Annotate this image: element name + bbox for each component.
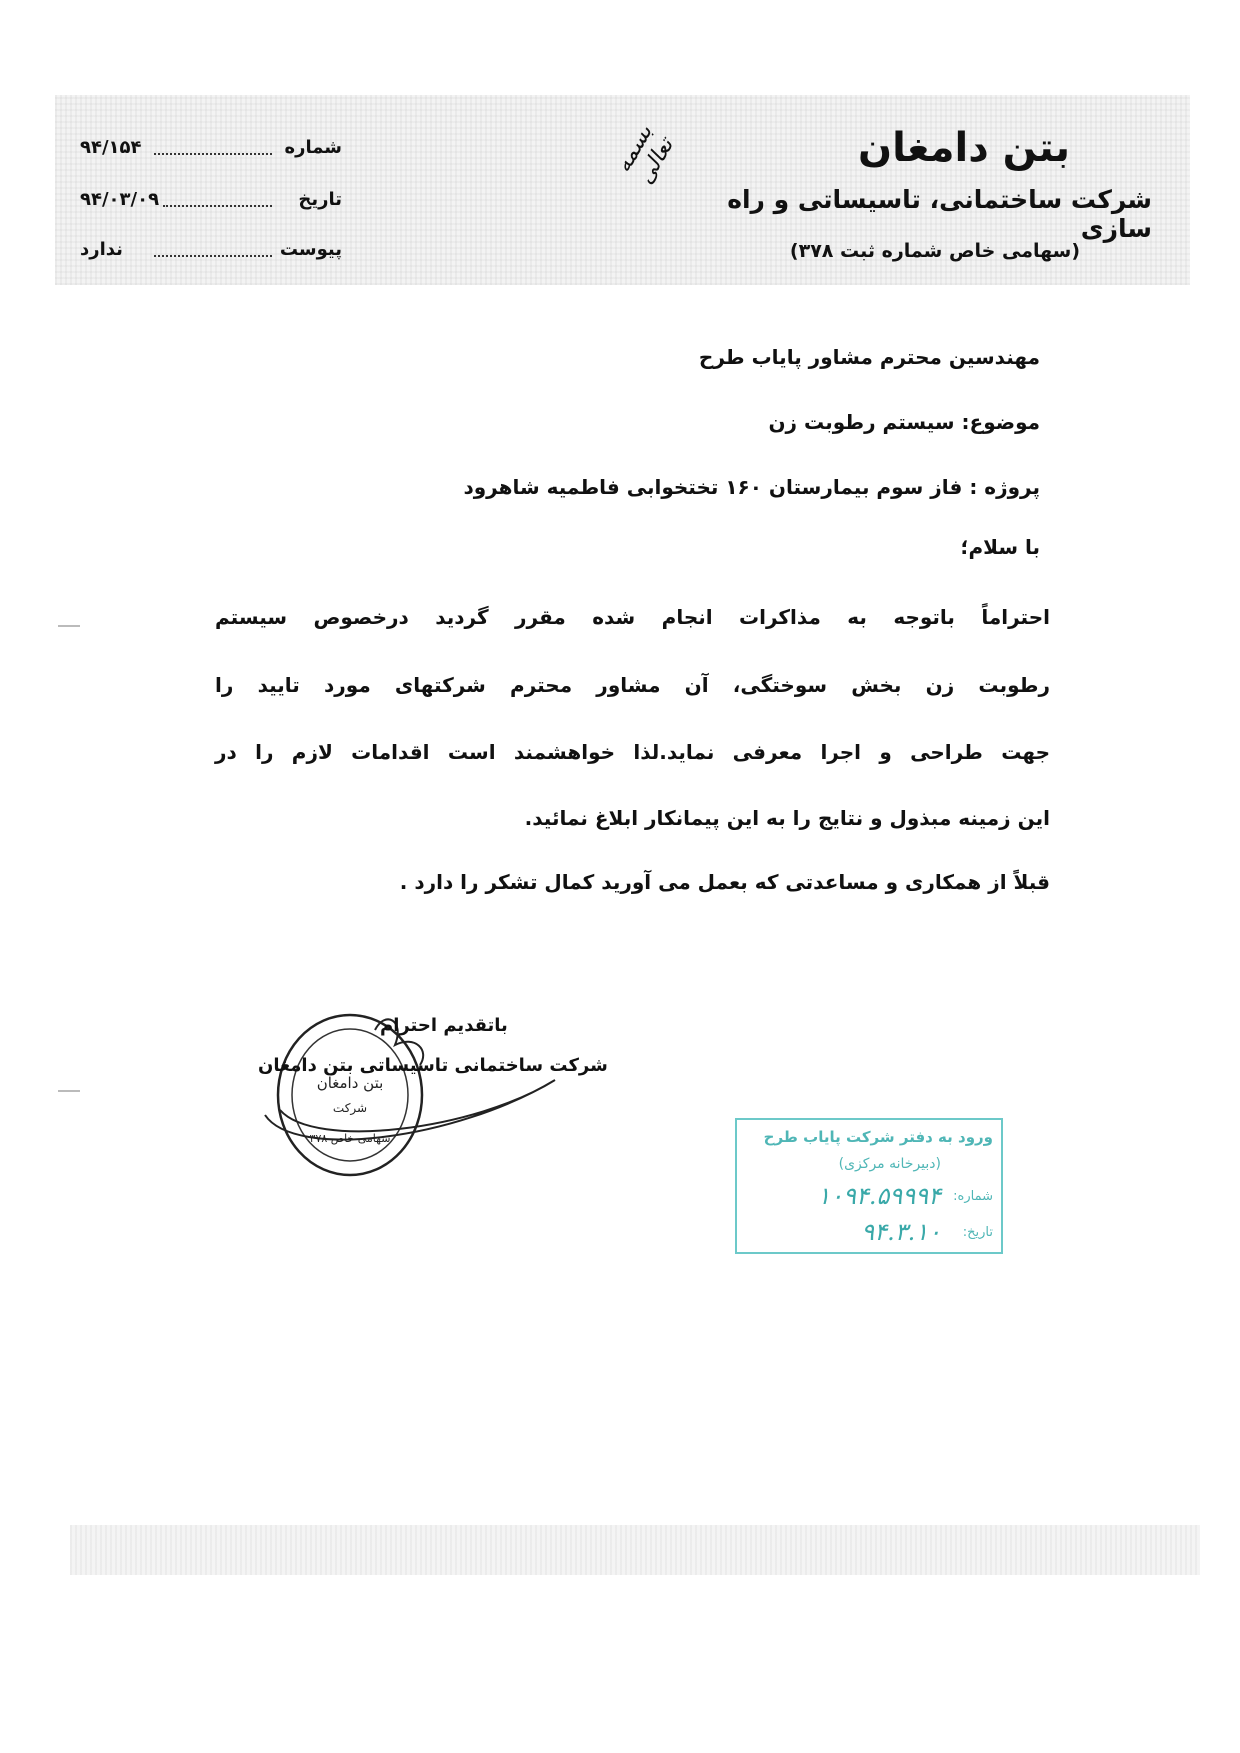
meta-attachment-row bbox=[80, 234, 342, 264]
signature-company: شرکت ساختمانی تاسیساتی بتن دامغان bbox=[258, 1055, 608, 1076]
body-line: احتراماً باتوجه به مذاکرات انجام شده مقرر گردید درخصوص سیستم bbox=[215, 605, 1050, 629]
body-line: جهت طراحی و اجرا معرفی نماید.لذا خواهشمند است اقدامات لازم را در bbox=[215, 740, 1050, 764]
registration-number: (سهامی خاص شماره ثبت ۳۷۸) bbox=[789, 240, 1080, 262]
seal-text-bottom: سهامی خاص ۳۷۸ bbox=[309, 1132, 391, 1145]
meta-number-value: ۹۴/۱۵۴ bbox=[80, 136, 142, 158]
stamp-date-label: تاریخ: bbox=[962, 1224, 993, 1240]
seal-text-top: بتن دامغان bbox=[316, 1074, 384, 1092]
receipt-stamp bbox=[735, 1118, 1003, 1254]
dotted-line bbox=[154, 241, 272, 257]
closing-line: قبلاً از همکاری و مساعدتی که بعمل می آورید کمال تشکر را دارد . bbox=[399, 870, 1050, 894]
project: پروژه : فاز سوم بیمارستان ۱۶۰ تختخوابی فاطمیه شاهرود bbox=[463, 475, 1040, 499]
body-line: این زمینه مبذول و نتایج را به این پیمانکار ابلاغ نمائید. bbox=[524, 806, 1050, 830]
scan-edge-mark bbox=[58, 1090, 80, 1092]
dotted-line bbox=[154, 139, 272, 155]
stamp-number-value: ۱۰۹۴.۵۹۹۹۴ bbox=[817, 1182, 941, 1210]
meta-date-label: تاریخ bbox=[298, 188, 342, 210]
stamp-date-row bbox=[743, 1218, 993, 1246]
stamp-title: ورود به دفتر شرکت پایاب طرح bbox=[763, 1128, 993, 1146]
meta-number-row bbox=[80, 132, 342, 162]
stamp-number-row bbox=[743, 1182, 993, 1210]
brand-name: بتن دامغان bbox=[857, 125, 1070, 171]
seal-ring bbox=[278, 1015, 422, 1175]
stamp-date-value: ۹۴.۳.۱۰ bbox=[861, 1218, 941, 1246]
seal-text-city: شرکت bbox=[332, 1101, 368, 1115]
scan-edge-mark bbox=[58, 625, 80, 627]
company-name: شرکت ساختمانی، تاسیساتی و راه سازی bbox=[727, 185, 1152, 243]
footer-scan-band bbox=[70, 1525, 1200, 1575]
signature-regards: باتقدیم احترام bbox=[380, 1015, 508, 1036]
signature-stroke bbox=[265, 1080, 555, 1140]
meta-date-value: ۹۴/۰۳/۰۹ bbox=[80, 188, 160, 210]
subject: موضوع: سیستم رطوبت زن bbox=[768, 410, 1040, 434]
meta-attachment-value: ندارد bbox=[80, 238, 123, 260]
stamp-subtitle: (دبیرخانه مرکزی) bbox=[838, 1156, 941, 1172]
stamp-number-label: شماره: bbox=[953, 1188, 993, 1204]
salutation: با سلام؛ bbox=[960, 535, 1040, 559]
basmala: بسمه تعالی bbox=[610, 120, 679, 189]
body-line: رطوبت زن بخش سوختگی، آن مشاور محترم شرکتهای مورد تایید را bbox=[215, 673, 1050, 697]
meta-attachment-label: پیوست bbox=[279, 238, 342, 260]
dotted-line bbox=[163, 191, 272, 207]
meta-number-label: شماره bbox=[284, 136, 342, 158]
meta-date-row bbox=[80, 184, 342, 214]
recipient: مهندسین محترم مشاور پایاب طرح bbox=[698, 345, 1040, 369]
